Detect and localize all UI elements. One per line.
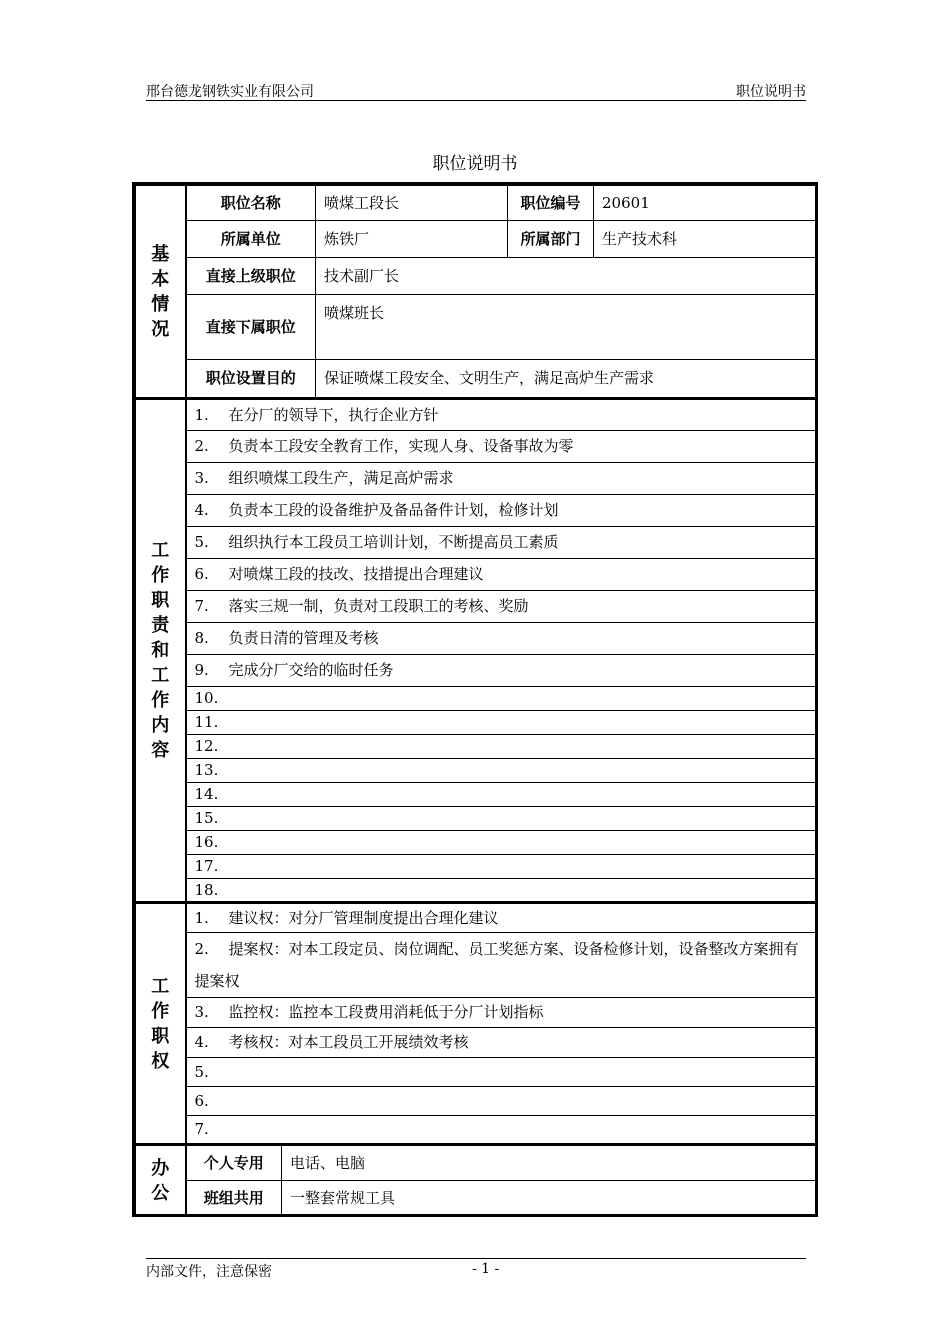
office-personal-value: 电话、电脑 [282, 1145, 816, 1181]
table-outer-border [132, 182, 818, 1217]
header-doc-type: 职位说明书 [736, 84, 806, 100]
header-company: 邢台德龙钢铁实业有限公司 [146, 84, 314, 100]
duty-item: 5. 组织执行本工段员工培训计划，不断提高员工素质 [186, 527, 816, 559]
office-personal-label: 个人专用 [186, 1145, 282, 1181]
footer-page-number: - 1 - [472, 1261, 500, 1277]
authority-item: 2. 提案权：对本工段定员、岗位调配、员工奖惩方案、设备检修计划，设备整改方案拥有提案权 [186, 933, 816, 998]
duty-item: 7. 落实三规一制，负责对工段职工的考核、奖励 [186, 591, 816, 623]
header-rule [146, 100, 806, 101]
duty-item: 13. [186, 759, 816, 783]
duty-item: 17. [186, 855, 816, 879]
authority-item: 7. [186, 1116, 816, 1145]
authority-item: 3. 监控权：监控本工段费用消耗低于分厂计划指标 [186, 998, 816, 1028]
duty-item: 12. [186, 735, 816, 759]
duty-item: 11. [186, 711, 816, 735]
position-code-label: 职位编号 [508, 186, 594, 221]
duty-item: 10. [186, 687, 816, 711]
subordinate-label: 直接下属职位 [186, 295, 316, 360]
position-name-value: 喷煤工段长 [316, 186, 508, 221]
duty-item: 1. 在分厂的领导下，执行企业方针 [186, 399, 816, 431]
authority-item: 5. [186, 1058, 816, 1087]
authority-item: 1. 建议权：对分厂管理制度提出合理化建议 [186, 903, 816, 933]
superior-value: 技术副厂长 [316, 258, 816, 295]
duty-item: 8. 负责日清的管理及考核 [186, 623, 816, 655]
duty-item: 4. 负责本工段的设备维护及备品备件计划，检修计划 [186, 495, 816, 527]
duty-item: 18. [186, 879, 816, 903]
authority-item: 6. [186, 1087, 816, 1116]
duty-item: 2. 负责本工段安全教育工作，实现人身、设备事故为零 [186, 431, 816, 463]
duty-item: 15. [186, 807, 816, 831]
section-duties-label: 工作职责和工作内容 [136, 399, 186, 903]
duty-item: 14. [186, 783, 816, 807]
subordinate-value: 喷煤班长 [316, 295, 816, 360]
unit-value: 炼铁厂 [316, 221, 508, 258]
duty-item: 16. [186, 831, 816, 855]
section-basic-label: 基本情况 [136, 186, 186, 399]
section-authority-label: 工作职权 [136, 903, 186, 1145]
duty-item: 9. 完成分厂交给的临时任务 [186, 655, 816, 687]
office-team-value: 一整套常规工具 [282, 1181, 816, 1217]
footer-rule [146, 1258, 806, 1259]
position-code-value: 20601 [594, 186, 816, 221]
purpose-label: 职位设置目的 [186, 360, 316, 399]
department-value: 生产技术科 [594, 221, 816, 258]
purpose-value: 保证喷煤工段安全、文明生产，满足高炉生产需求 [316, 360, 816, 399]
department-label: 所属部门 [508, 221, 594, 258]
superior-label: 直接上级职位 [186, 258, 316, 295]
duty-item: 6. 对喷煤工段的技改、技措提出合理建议 [186, 559, 816, 591]
footer-note: 内部文件，注意保密 [146, 1264, 272, 1280]
authority-item: 4. 考核权：对本工段员工开展绩效考核 [186, 1028, 816, 1058]
position-name-label: 职位名称 [186, 186, 316, 221]
office-team-label: 班组共用 [186, 1181, 282, 1217]
section-office-label: 办公 [136, 1145, 186, 1217]
unit-label: 所属单位 [186, 221, 316, 258]
duty-item: 3. 组织喷煤工段生产，满足高炉需求 [186, 463, 816, 495]
page-title: 职位说明书 [432, 154, 518, 174]
